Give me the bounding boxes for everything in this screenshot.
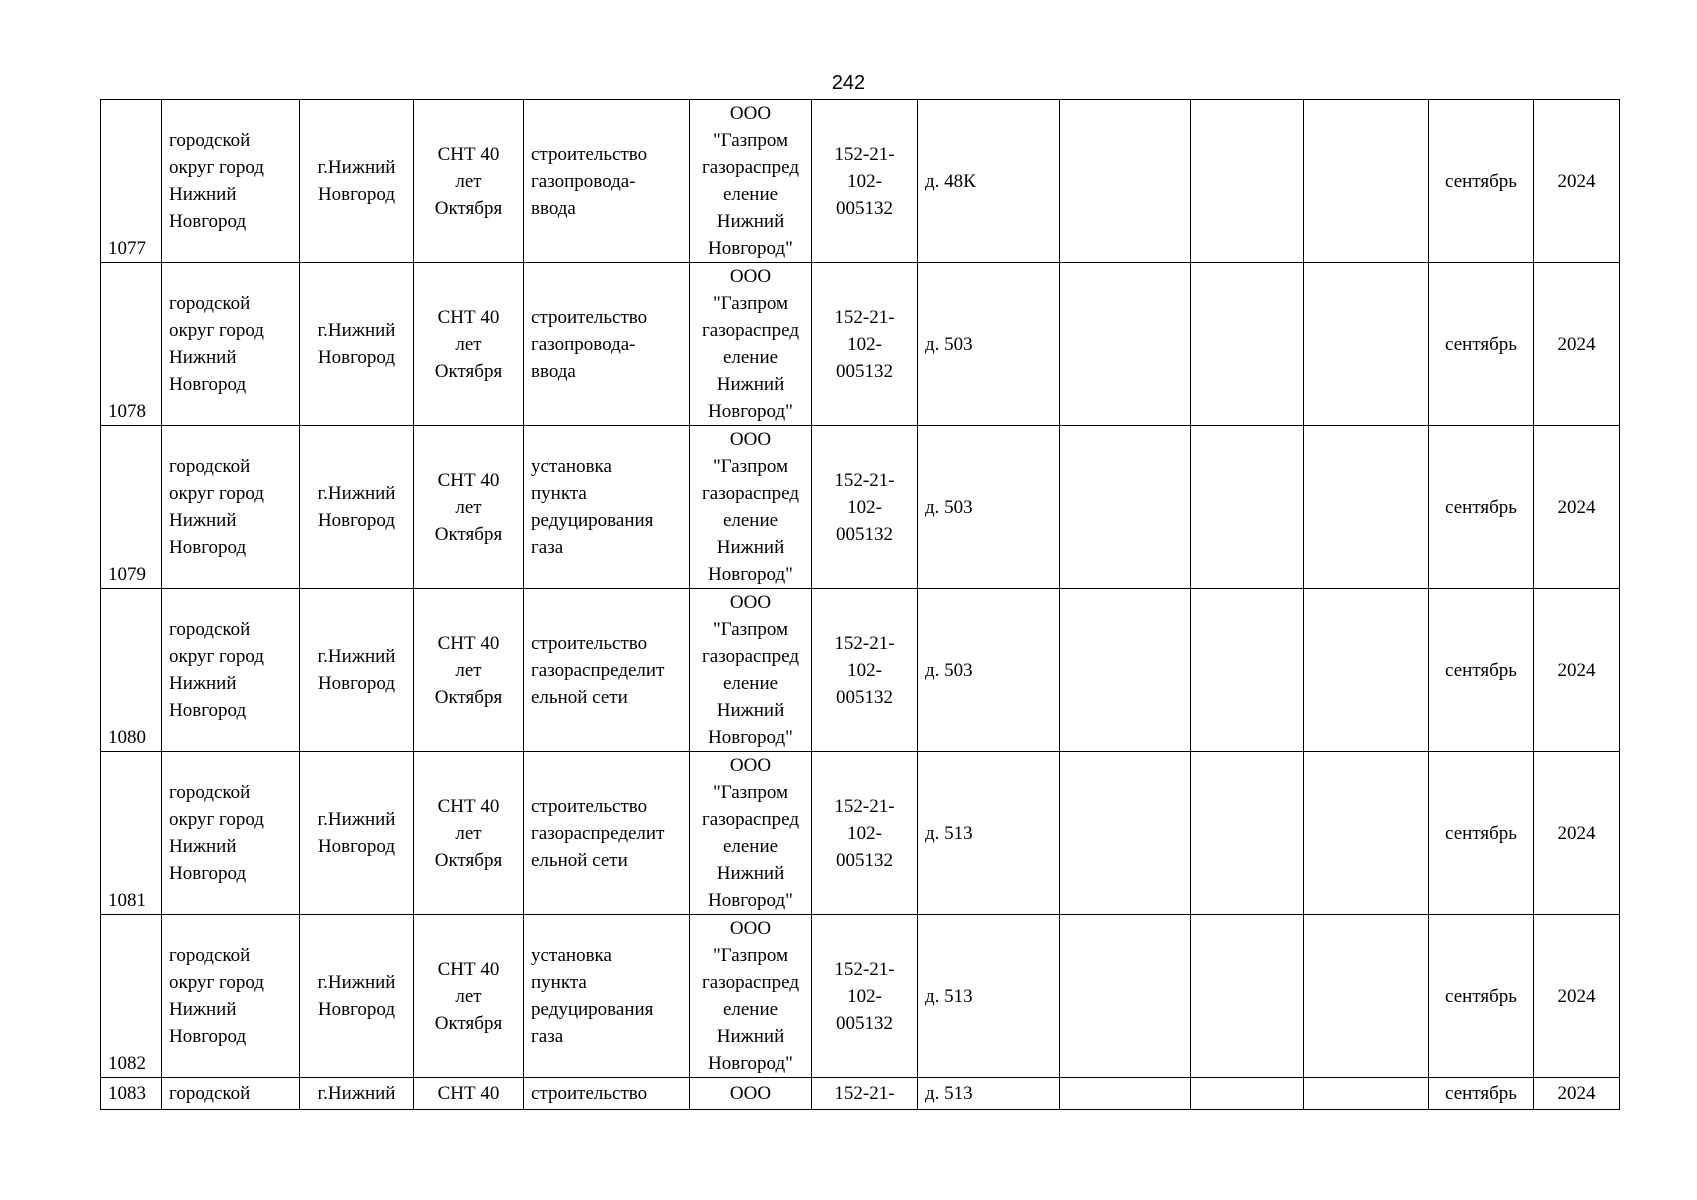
municipal-district-cell: городской округ город Нижний Новгород [162, 589, 300, 752]
organization-cell: ООО "Газпром газораспред еление Нижний Новгород" [690, 426, 812, 589]
empty-cell [1304, 100, 1429, 263]
code-cell: 152-21- 102- 005132 [812, 915, 918, 1078]
snt-cell: СНТ 40 лет Октября [414, 589, 524, 752]
house-cell: д. 513 [918, 752, 1060, 915]
organization-cell: ООО "Газпром газораспред еление Нижний Новгород" [690, 915, 812, 1078]
row-number: 1080 [101, 589, 162, 752]
row-number: 1082 [101, 915, 162, 1078]
house-cell: д. 513 [918, 915, 1060, 1078]
work-type-cell: строительство газораспределит ельной сети [524, 589, 690, 752]
empty-cell [1191, 426, 1304, 589]
table-row [101, 1078, 1620, 1110]
code-cell: 152-21- 102- 005132 [812, 100, 918, 263]
municipal-district-cell: городской округ город Нижний Новгород [162, 752, 300, 915]
empty-cell [1060, 589, 1191, 752]
month-cell: сентябрь [1429, 100, 1534, 263]
code-cell: 152-21- 102- 005132 [812, 589, 918, 752]
municipal-district-cell: городской округ город Нижний Новгород [162, 263, 300, 426]
table-row [101, 589, 1620, 752]
settlement-cell: г.Нижний Новгород [300, 263, 414, 426]
year-cell: 2024 [1534, 263, 1620, 426]
empty-cell [1060, 915, 1191, 1078]
empty-cell [1191, 915, 1304, 1078]
code-cell: 152-21- 102- 005132 [812, 752, 918, 915]
empty-cell [1060, 1078, 1191, 1110]
settlement-cell: г.Нижний Новгород [300, 752, 414, 915]
table-row [101, 915, 1620, 1078]
empty-cell [1060, 100, 1191, 263]
settlement-cell: г.Нижний Новгород [300, 426, 414, 589]
code-cell: 152-21- [812, 1078, 918, 1110]
municipal-district-cell: городской [162, 1078, 300, 1110]
year-cell: 2024 [1534, 915, 1620, 1078]
work-type-cell: установка пункта редуцирования газа [524, 915, 690, 1078]
year-cell: 2024 [1534, 1078, 1620, 1110]
page-number: 242 [831, 72, 866, 94]
empty-cell [1304, 263, 1429, 426]
row-number: 1078 [101, 263, 162, 426]
table-row [101, 100, 1620, 263]
empty-cell [1191, 263, 1304, 426]
snt-cell: СНТ 40 лет Октября [414, 915, 524, 1078]
month-cell: сентябрь [1429, 426, 1534, 589]
empty-cell [1191, 100, 1304, 263]
house-cell: д. 48К [918, 100, 1060, 263]
row-number: 1079 [101, 426, 162, 589]
code-cell: 152-21- 102- 005132 [812, 426, 918, 589]
work-type-cell: строительство [524, 1078, 690, 1110]
municipal-district-cell: городской округ город Нижний Новгород [162, 915, 300, 1078]
year-cell: 2024 [1534, 100, 1620, 263]
year-cell: 2024 [1534, 426, 1620, 589]
snt-cell: СНТ 40 [414, 1078, 524, 1110]
settlement-cell: г.Нижний Новгород [300, 589, 414, 752]
house-cell: д. 503 [918, 426, 1060, 589]
snt-cell: СНТ 40 лет Октября [414, 752, 524, 915]
table-row [101, 752, 1620, 915]
table-body [101, 100, 1620, 1110]
empty-cell [1304, 915, 1429, 1078]
year-cell: 2024 [1534, 589, 1620, 752]
organization-cell: ООО "Газпром газораспред еление Нижний Новгород" [690, 263, 812, 426]
empty-cell [1191, 752, 1304, 915]
organization-cell: ООО "Газпром газораспред еление Нижний Новгород" [690, 752, 812, 915]
table-row [101, 426, 1620, 589]
code-cell: 152-21- 102- 005132 [812, 263, 918, 426]
work-type-cell: строительство газораспределит ельной сети [524, 752, 690, 915]
row-number: 1077 [101, 100, 162, 263]
house-cell: д. 503 [918, 589, 1060, 752]
month-cell: сентябрь [1429, 589, 1534, 752]
empty-cell [1304, 589, 1429, 752]
year-cell: 2024 [1534, 752, 1620, 915]
empty-cell [1304, 1078, 1429, 1110]
organization-cell: ООО "Газпром газораспред еление Нижний Новгород" [690, 100, 812, 263]
row-number: 1083 [101, 1078, 162, 1110]
empty-cell [1304, 752, 1429, 915]
snt-cell: СНТ 40 лет Октября [414, 263, 524, 426]
month-cell: сентябрь [1429, 915, 1534, 1078]
organization-cell: ООО "Газпром газораспред еление Нижний Новгород" [690, 589, 812, 752]
work-type-cell: строительство газопровода- ввода [524, 100, 690, 263]
month-cell: сентябрь [1429, 1078, 1534, 1110]
empty-cell [1060, 263, 1191, 426]
house-cell: д. 503 [918, 263, 1060, 426]
municipal-district-cell: городской округ город Нижний Новгород [162, 426, 300, 589]
settlement-cell: г.Нижний [300, 1078, 414, 1110]
municipal-district-cell: городской округ город Нижний Новгород [162, 100, 300, 263]
settlement-cell: г.Нижний Новгород [300, 100, 414, 263]
house-cell: д. 513 [918, 1078, 1060, 1110]
row-number: 1081 [101, 752, 162, 915]
work-type-cell: строительство газопровода- ввода [524, 263, 690, 426]
month-cell: сентябрь [1429, 752, 1534, 915]
work-type-cell: установка пункта редуцирования газа [524, 426, 690, 589]
empty-cell [1060, 752, 1191, 915]
empty-cell [1060, 426, 1191, 589]
table-row [101, 263, 1620, 426]
empty-cell [1304, 426, 1429, 589]
empty-cell [1191, 589, 1304, 752]
empty-cell [1191, 1078, 1304, 1110]
register-table [100, 99, 1620, 1110]
month-cell: сентябрь [1429, 263, 1534, 426]
settlement-cell: г.Нижний Новгород [300, 915, 414, 1078]
snt-cell: СНТ 40 лет Октября [414, 426, 524, 589]
organization-cell: ООО [690, 1078, 812, 1110]
snt-cell: СНТ 40 лет Октября [414, 100, 524, 263]
